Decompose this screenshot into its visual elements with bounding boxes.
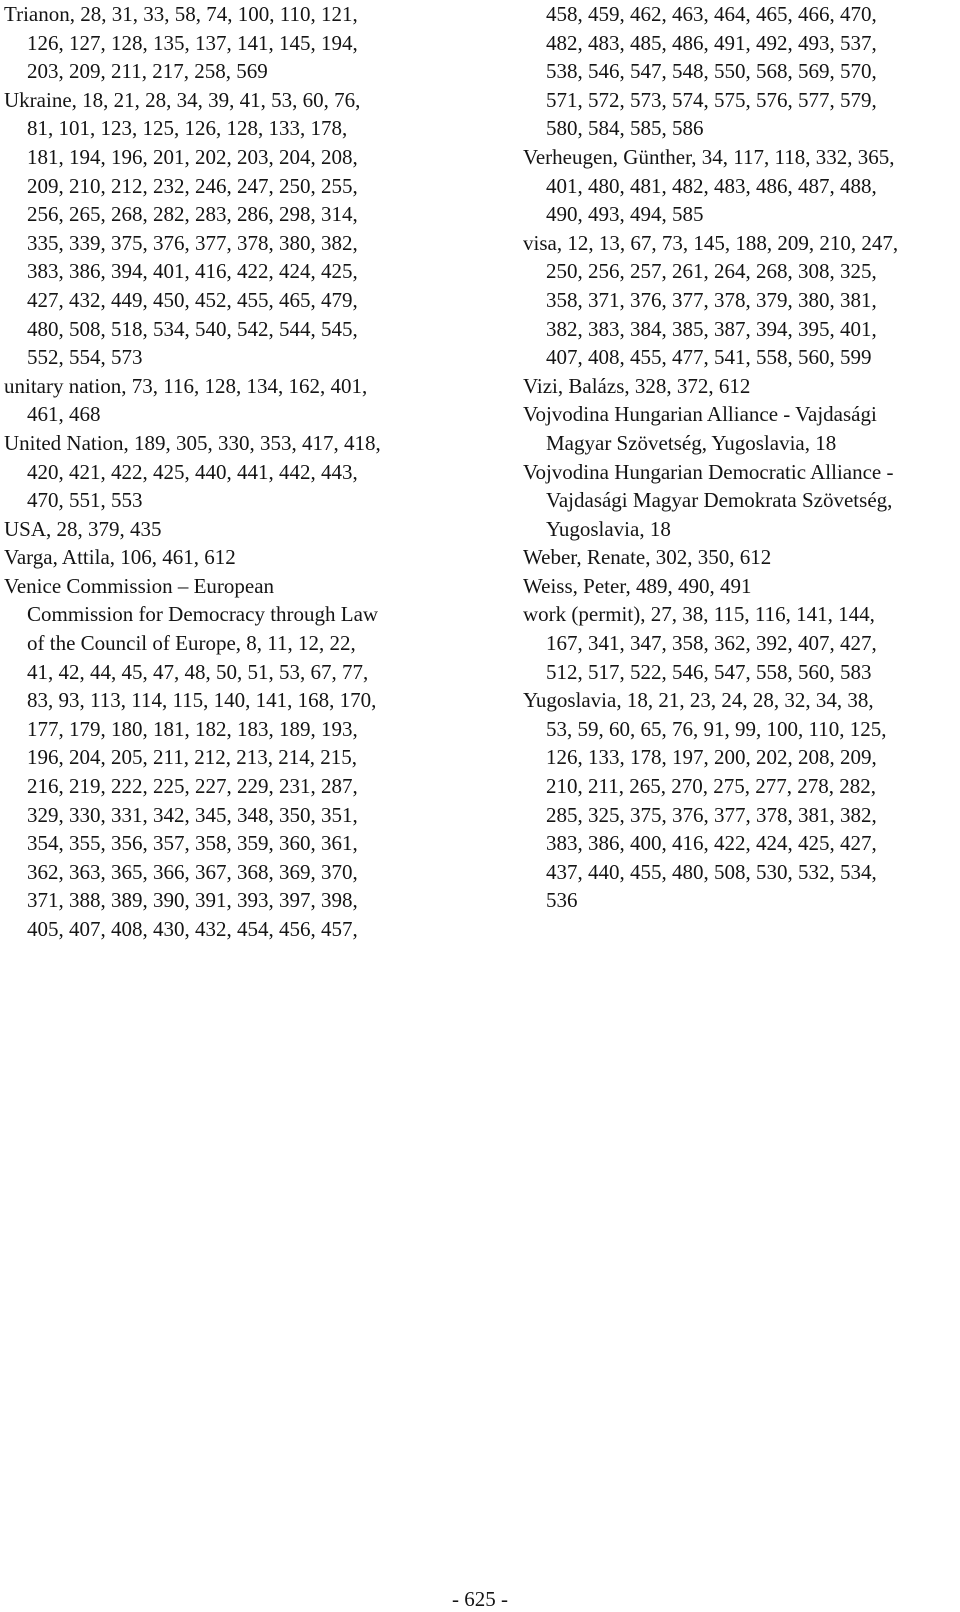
index-entry-heading-line: USA, 28, 379, 435 [4, 516, 162, 541]
index-entry [523, 143, 955, 229]
index-entry-continuation-line: 536 [546, 888, 578, 913]
index-entry-continuation-line: 362, 363, 365, 366, 367, 368, 369, 370, [27, 859, 358, 884]
index-entry-continuation-line: 480, 508, 518, 534, 540, 542, 544, 545, [27, 316, 358, 341]
index-entry-continuation-line: 461, 468 [27, 402, 101, 427]
index-entry [4, 515, 446, 544]
index-entry-heading-line: Vojvodina Hungarian Democratic Alliance - [523, 459, 894, 484]
index-entry-continuation-line: 552, 554, 573 [27, 345, 143, 370]
index-entry-continuation-line: 383, 386, 400, 416, 422, 424, 425, 427, [546, 831, 877, 856]
index-entry-continuation-line: 216, 219, 222, 225, 227, 229, 231, 287, [27, 774, 358, 799]
index-entry-heading-line: Yugoslavia, 18, 21, 23, 24, 28, 32, 34, 38, [523, 688, 874, 713]
index-entry-continuation-line: 437, 440, 455, 480, 508, 530, 532, 534, [546, 859, 877, 884]
index-entry-heading-line: Vojvodina Hungarian Alliance - Vajdasági [523, 402, 877, 427]
index-entry-continuation-line: 427, 432, 449, 450, 452, 455, 465, 479, [27, 287, 358, 312]
index-entry [523, 372, 955, 401]
index-entry-continuation-line: 203, 209, 211, 217, 258, 569 [27, 59, 268, 84]
index-entry-continuation-line: 177, 179, 180, 181, 182, 183, 189, 193, [27, 716, 358, 741]
index-entry [523, 572, 955, 601]
index-column-left [4, 0, 446, 944]
index-entry-continuation-line: 196, 204, 205, 211, 212, 213, 214, 215, [27, 745, 357, 770]
index-entry-continuation-line: 126, 127, 128, 135, 137, 141, 145, 194, [27, 30, 358, 55]
index-entry [4, 372, 446, 429]
index-entry-heading-line: Verheugen, Günther, 34, 117, 118, 332, 365, [523, 144, 895, 169]
index-entry-continuation-line: 482, 483, 485, 486, 491, 492, 493, 537, [546, 30, 877, 55]
index-entry-continuation-line: 209, 210, 212, 232, 246, 247, 250, 255, [27, 173, 358, 198]
index-entry [523, 686, 955, 915]
index-entry-continuation-line: 354, 355, 356, 357, 358, 359, 360, 361, [27, 831, 358, 856]
index-entry-continuation-line: 420, 421, 422, 425, 440, 441, 442, 443, [27, 459, 358, 484]
index-entry-continuation-line: 126, 133, 178, 197, 200, 202, 208, 209, [546, 745, 877, 770]
index-entry-continuation-line: 382, 383, 384, 385, 387, 394, 395, 401, [546, 316, 877, 341]
index-entry-continuation-line: 571, 572, 573, 574, 575, 576, 577, 579, [546, 87, 877, 112]
index-entry-continuation-line: 285, 325, 375, 376, 377, 378, 381, 382, [546, 802, 877, 827]
index-entry-heading-line: visa, 12, 13, 67, 73, 145, 188, 209, 210, 247, [523, 230, 899, 255]
page-number: - 625 - [452, 1587, 508, 1611]
index-entry-continuation-line: 470, 551, 553 [27, 488, 143, 513]
index-entry-heading-line: Ukraine, 18, 21, 28, 34, 39, 41, 53, 60, 76, [4, 87, 361, 112]
index-entry [523, 543, 955, 572]
index-entry-continuation-line: 401, 480, 481, 482, 483, 486, 487, 488, [546, 173, 877, 198]
index-entry-continuation-line: 407, 408, 455, 477, 541, 558, 560, 599 [546, 345, 872, 370]
index-entry-continuation-line: 512, 517, 522, 546, 547, 558, 560, 583 [546, 659, 872, 684]
index-entry-continuation-line: 210, 211, 265, 270, 275, 277, 278, 282, [546, 774, 876, 799]
index-entry [523, 458, 955, 544]
index-entry-continuation-line: 538, 546, 547, 548, 550, 568, 569, 570, [546, 59, 877, 84]
index-entry-continuation-line: 167, 341, 347, 358, 362, 392, 407, 427, [546, 631, 877, 656]
index-column-right [523, 0, 955, 915]
index-entry-heading-line: unitary nation, 73, 116, 128, 134, 162, 401, [4, 373, 368, 398]
index-entry [523, 229, 955, 372]
index-entry-continuation-line: 41, 42, 44, 45, 47, 48, 50, 51, 53, 67, 77, [27, 659, 369, 684]
index-entry-continuation-line: 329, 330, 331, 342, 345, 348, 350, 351, [27, 802, 358, 827]
index-entry-continuation-line: 358, 371, 376, 377, 378, 379, 380, 381, [546, 287, 877, 312]
index-entry [4, 429, 446, 515]
index-entry-continuation-line: Magyar Szövetség, Yugoslavia, 18 [546, 430, 837, 455]
index-entry-continuation-line: 405, 407, 408, 430, 432, 454, 456, 457, [27, 917, 358, 941]
index-entry-continuation-line: 83, 93, 113, 114, 115, 140, 141, 168, 170, [27, 688, 377, 713]
index-entry-heading-line: United Nation, 189, 305, 330, 353, 417, 418, [4, 430, 381, 455]
index-entry-heading-line: Vizi, Balázs, 328, 372, 612 [523, 373, 751, 398]
index-entry [4, 86, 446, 372]
index-entry [523, 400, 955, 457]
index-entry [4, 543, 446, 572]
index-entry-heading-line: Venice Commission – European [4, 573, 275, 598]
index-entry-continuation-line: Yugoslavia, 18 [546, 516, 671, 541]
index-entry-heading-line: Weiss, Peter, 489, 490, 491 [523, 573, 752, 598]
index-entry-heading-line: work (permit), 27, 38, 115, 116, 141, 144, [523, 602, 875, 627]
index-entry-continuation-line: of the Council of Europe, 8, 11, 12, 22, [27, 631, 356, 656]
index-entry-continuation-line: Vajdasági Magyar Demokrata Szövetség, [546, 488, 893, 513]
index-entry [523, 600, 955, 686]
index-entry-heading-line: Trianon, 28, 31, 33, 58, 74, 100, 110, 121, [4, 2, 358, 26]
index-entry [4, 572, 446, 944]
index-entry-continuation [523, 0, 955, 143]
index-entry-continuation-line: Commission for Democracy through Law [27, 602, 379, 627]
index-entry-heading-line: Varga, Attila, 106, 461, 612 [4, 545, 236, 570]
index-entry [4, 0, 446, 86]
index-entry-continuation-line: 256, 265, 268, 282, 283, 286, 298, 314, [27, 202, 358, 227]
index-entry-continuation-line: 383, 386, 394, 401, 416, 422, 424, 425, [27, 259, 358, 284]
index-entry-continuation-line: 371, 388, 389, 390, 391, 393, 397, 398, [27, 888, 358, 913]
index-entry-continuation-line: 181, 194, 196, 201, 202, 203, 204, 208, [27, 144, 358, 169]
index-entry-continuation-line: 580, 584, 585, 586 [546, 116, 704, 141]
index-entry-continuation-line: 490, 493, 494, 585 [546, 202, 704, 227]
index-entry-continuation-line: 335, 339, 375, 376, 377, 378, 380, 382, [27, 230, 358, 255]
index-entry-continuation-line: 250, 256, 257, 261, 264, 268, 308, 325, [546, 259, 877, 284]
index-entry-continuation-line: 53, 59, 60, 65, 76, 91, 99, 100, 110, 125, [546, 716, 887, 741]
index-entry-heading-line: Weber, Renate, 302, 350, 612 [523, 545, 772, 570]
index-entry-continuation-line: 81, 101, 123, 125, 126, 128, 133, 178, [27, 116, 348, 141]
index-entry-continuation-line: 458, 459, 462, 463, 464, 465, 466, 470, [546, 2, 877, 26]
